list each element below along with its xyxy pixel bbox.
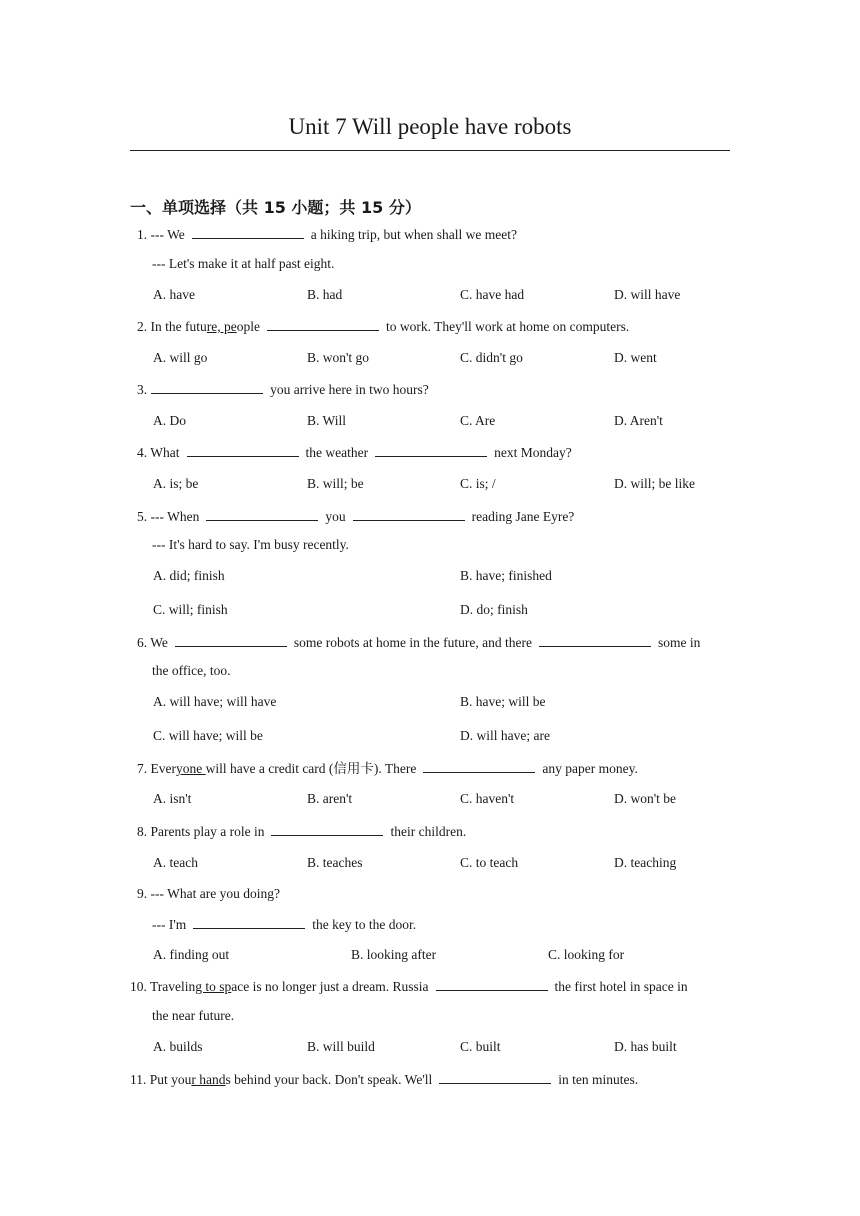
option-c[interactable]: C. will; finish xyxy=(153,602,228,617)
option-d[interactable]: D. teaching xyxy=(614,855,677,870)
option-d[interactable]: D. won't be xyxy=(614,791,677,806)
answer-blank[interactable] xyxy=(267,317,379,331)
option-c[interactable]: C. will have; will be xyxy=(153,728,263,743)
answer-blank[interactable] xyxy=(192,225,304,239)
option-a[interactable]: A. will have; will have xyxy=(153,694,277,709)
option-b[interactable]: B. will; be xyxy=(307,476,364,491)
option-b[interactable]: B. aren't xyxy=(307,791,353,806)
question-1-line2: --- Let's make it at half past eight. xyxy=(152,256,335,271)
answer-blank[interactable] xyxy=(439,1070,551,1084)
question-6: 6. We some robots at home in the future, and there some in xyxy=(137,635,701,650)
question-6-line2: the office, too. xyxy=(152,663,231,678)
answer-blank[interactable] xyxy=(206,507,318,521)
option-c[interactable]: C. have had xyxy=(460,287,525,302)
question-10-line2: the near future. xyxy=(152,1008,235,1023)
answer-blank[interactable] xyxy=(175,633,287,647)
option-b[interactable]: B. had xyxy=(307,287,343,302)
question-11: 11. Put your hands behind your back. Don't speak. We'll in ten minutes. xyxy=(130,1072,639,1087)
answer-blank[interactable] xyxy=(436,977,548,991)
answer-blank[interactable] xyxy=(193,915,305,929)
option-a[interactable]: A. Do xyxy=(153,413,186,428)
option-b[interactable]: B. looking after xyxy=(351,947,437,962)
question-3: 3. you arrive here in two hours? xyxy=(137,382,429,397)
question-1: 1. --- We a hiking trip, but when shall we meet? xyxy=(137,227,517,242)
option-b[interactable]: B. have; will be xyxy=(460,694,546,709)
option-a[interactable]: A. did; finish xyxy=(153,568,225,583)
option-a[interactable]: A. is; be xyxy=(153,476,199,491)
option-d[interactable]: D. went xyxy=(614,350,657,365)
option-c[interactable]: C. haven't xyxy=(460,791,515,806)
question-7: 7. Everyone will have a credit card (信用卡). There any paper money. xyxy=(137,761,638,776)
option-d[interactable]: D. do; finish xyxy=(460,602,528,617)
answer-blank[interactable] xyxy=(271,822,383,836)
answer-blank[interactable] xyxy=(539,633,651,647)
option-c[interactable]: C. didn't go xyxy=(460,350,523,365)
option-d[interactable]: D. will have xyxy=(614,287,681,302)
option-c[interactable]: C. looking for xyxy=(548,947,625,962)
question-5-line2: --- It's hard to say. I'm busy recently. xyxy=(152,537,349,552)
option-c[interactable]: C. is; / xyxy=(460,476,496,491)
question-4: 4. What the weather next Monday? xyxy=(137,445,572,460)
option-b[interactable]: B. Will xyxy=(307,413,346,428)
question-9: 9. --- What are you doing? xyxy=(137,886,280,901)
answer-blank[interactable] xyxy=(375,443,487,457)
option-b[interactable]: B. have; finished xyxy=(460,568,552,583)
option-a[interactable]: A. builds xyxy=(153,1039,203,1054)
question-8: 8. Parents play a role in their children. xyxy=(137,824,467,839)
option-a[interactable]: A. finding out xyxy=(153,947,230,962)
option-a[interactable]: A. teach xyxy=(153,855,198,870)
question-5: 5. --- When you reading Jane Eyre? xyxy=(137,509,575,524)
option-c[interactable]: C. Are xyxy=(460,413,496,428)
answer-blank[interactable] xyxy=(151,380,263,394)
page-title: Unit 7 Will people have robots xyxy=(288,114,572,139)
answer-blank[interactable] xyxy=(353,507,465,521)
option-d[interactable]: D. will have; are xyxy=(460,728,550,743)
section-heading: 一、单项选择（共 15 小题；共 15 分） xyxy=(130,198,421,217)
question-10: 10. Traveling to space is no longer just a dream. Russia the first hotel in space in xyxy=(130,979,688,994)
option-a[interactable]: A. isn't xyxy=(153,791,192,806)
option-d[interactable]: D. has built xyxy=(614,1039,677,1054)
option-a[interactable]: A. will go xyxy=(153,350,208,365)
title-rule xyxy=(130,150,730,151)
option-d[interactable]: D. will; be like xyxy=(614,476,695,491)
answer-blank[interactable] xyxy=(187,443,299,457)
option-b[interactable]: B. teaches xyxy=(307,855,363,870)
option-c[interactable]: C. to teach xyxy=(460,855,519,870)
option-d[interactable]: D. Aren't xyxy=(614,413,663,428)
option-b[interactable]: B. will build xyxy=(307,1039,375,1054)
question-2: 2. In the future, people to work. They'll work at home on computers. xyxy=(137,319,630,334)
option-a[interactable]: A. have xyxy=(153,287,195,302)
option-b[interactable]: B. won't go xyxy=(307,350,370,365)
option-c[interactable]: C. built xyxy=(460,1039,501,1054)
answer-blank[interactable] xyxy=(423,759,535,773)
question-9-line2: --- I'm the key to the door. xyxy=(152,917,417,932)
